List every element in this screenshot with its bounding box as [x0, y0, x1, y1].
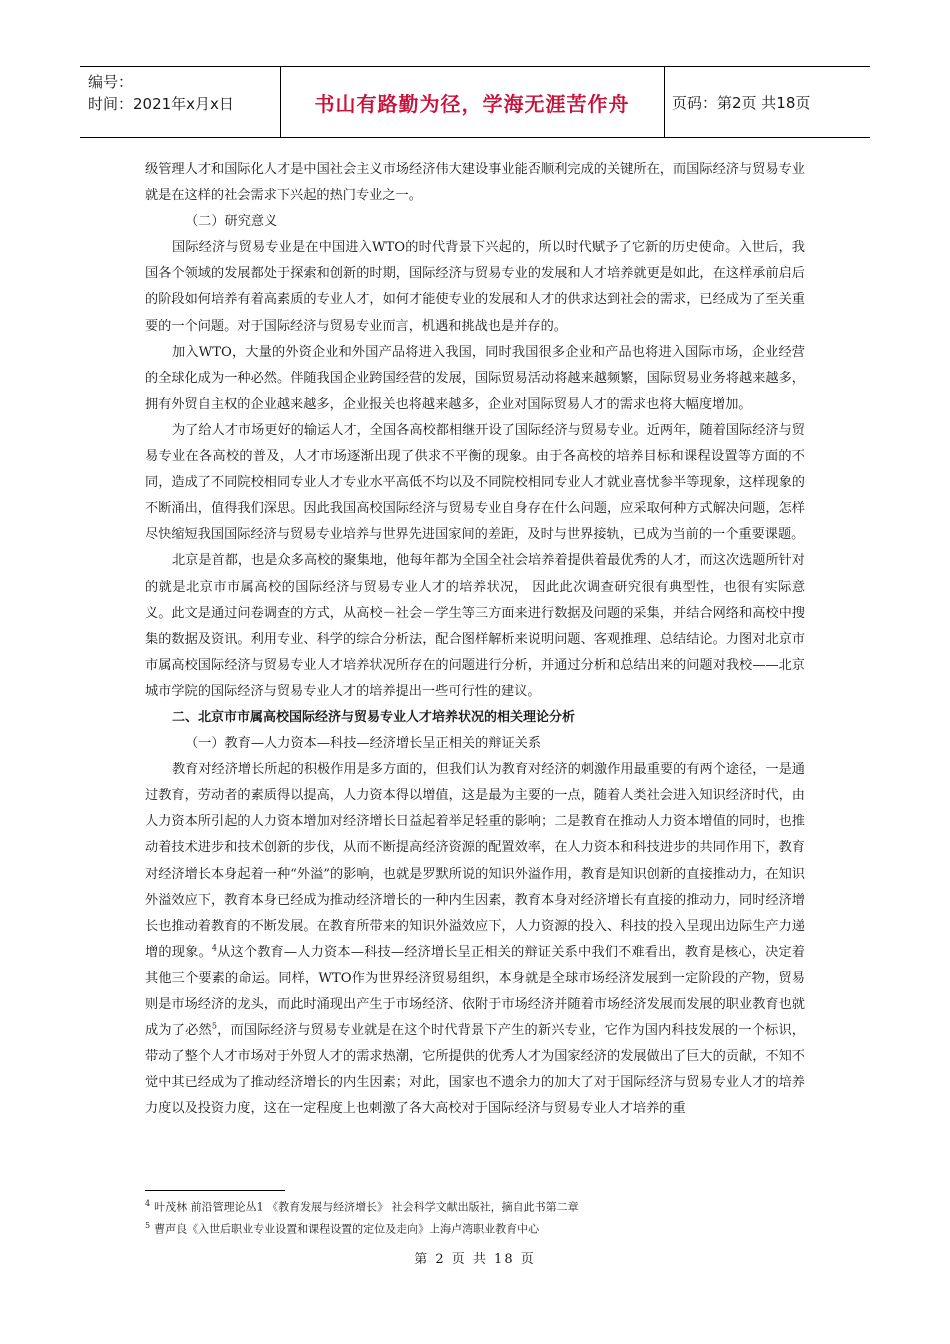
footnote-text: 叶茂林 前沿管理论丛1 《教育发展与经济增长》 社会科学文献出版社，摘自此书第二章	[154, 1200, 579, 1214]
paragraph-education-growth	[145, 757, 805, 1122]
footnote-separator	[145, 1190, 285, 1191]
header-page-label: 页码：第2页 共18页	[672, 93, 811, 112]
footnote-ref[interactable]: 5	[211, 1021, 217, 1031]
paragraph-wto-background: 国际经济与贸易专业是在中国进入WTO的时代背景下兴起的，所以时代赋予了它新的历史使命。入世后，我国各个领域的发展都处于探索和创新的时期，国际经济与贸易专业的发展和人才培养就更是如此，在这样承前启后的阶段如何培养有着高素质的专业人才，如何才能使专业的发展和人才的供求达到社会的需求，已经成为了至关重要的一个问题。对于国际经济与贸易专业而言，机遇和挑战也是并存的。	[145, 240, 805, 334]
footnote-text: 曹声良《入世后职业专业设置和课程设置的定位及走向》上海卢湾职业教育中心	[154, 1222, 540, 1236]
footnote-ref[interactable]: 4	[211, 943, 217, 953]
subheading-dialectic: （一）教育—人力资本—科技—经济增长呈正相关的辩证关系	[185, 736, 542, 752]
footnote-mark: 4	[145, 1199, 151, 1208]
paragraph-text-part: 从这个教育—人力资本—科技—经济增长呈正相关的辩证关系中我们不难看出，教育是核心，决定着其他三个要素的命运。同样，WTO作为世界经济贸易组织，本身就是全球市场经济发展到一定阶段的产物，贸易则是市场经济的龙头，而此时涌现出产生于市场经济、依附于市场经济并随着市场经济发展而发展的职业教育也就成为了必然	[145, 944, 805, 1039]
header-meta-cell	[80, 67, 281, 137]
footnotes	[145, 1195, 845, 1238]
footnote-item	[145, 1195, 845, 1217]
document-date-label: 时间：2021年x月x日	[88, 95, 234, 113]
footnote-item	[145, 1217, 845, 1239]
paragraph-continued: 级管理人才和国际化人才是中国社会主义市场经济伟大建设事业能否顺利完成的关键所在，而国际经济与贸易专业就是在这样的社会需求下兴起的热门专业之一。	[145, 162, 805, 204]
paragraph-talent-market: 为了给人才市场更好的输运人才，全国各高校都相继开设了国际经济与贸易专业。近两年，随着国际经济与贸易专业在各高校的普及，人才市场逐渐出现了供求不平衡的现象。由于各高校的培养目标和课程设置等方面的不同，造成了不同院校相同专业人才专业水平高低不均以及不同院校相同专业人才就业喜忧参半等现象，这样现象的不断涌出，值得我们深思。因此我国高校国际经济与贸易专业自身存在什么问题，应采取何种方式解决问题，怎样尽快缩短我国国际经济与贸易专业培养与世界先进国家间的差距，及时与世界接轨，已成为当前的一个重要课题。	[145, 422, 805, 543]
subheading-research-significance: （二）研究意义	[185, 214, 278, 230]
header-motto: 书山有路勤为径，学海无涯苦作舟	[314, 91, 630, 116]
header-motto-cell	[280, 67, 665, 137]
footnote-mark: 5	[145, 1220, 151, 1230]
paragraph-text-part: 教育对经济增长所起的积极作用是多方面的，但我们认为教育对经济的刺激作用最重要的有两个途径，一是通过教育，劳动者的素质得以提高，人力资本得以增值，这是最为主要的一点，随着人类社会进入知识经济时代，由人力资本所引起的人力资本增加对经济增长日益起着举足轻重的影响；二是教育在推动人力资本增值的同时，也推动着技术进步和技术创新的步伐，从而不断提高经济资源的配置效率，在人力资本和科技进步的共同作用下，教育对经济增长本身起着一种“外溢”的影响，也就是罗默所说的知识外溢作用，教育是知识创新的直接推动力，在知识外溢效应下，教育本身已经成为推动经济增长的一种内生因素，教育本身对经济增长有直接的推动力，同时经济增长也推动着教育的不断发展。在教育所带来的知识外溢效应下，人力资源的投入、科技的投入呈现出边际生产力递增的现象。	[145, 762, 805, 960]
page-footer: 第 2 页 共 18 页	[414, 1252, 536, 1267]
document-number-label: 编号：	[88, 73, 134, 91]
document-header	[80, 66, 870, 138]
paragraph-beijing: 北京是首都，也是众多高校的聚集地，他每年都为全国全社会培养着提供着最优秀的人才，而这次选题所针对的就是北京市市属高校的国际经济与贸易专业人才的培养状况， 因此此次调查研究很有典型性，也很有实际意义。此文是通过问卷调查的方式，从高校－社会－学生等三方面来进行数据及问题的采集，并结合网络和高校中搜集的数据及资讯。利用专业、科学的综合分析法，配合图样解析来说明问题、客观推理、总结结论。力图对北京市市属高校国际经济与贸易专业人才培养状况所存在的问题进行分析，并通过分析和总结出来的问题对我校——北京城市学院的国际经济与贸易专业人才的培养提出一些可行性的建议。	[145, 553, 805, 699]
paragraph-joining-wto: 加入WTO，大量的外资企业和外国产品将进入我国，同时我国很多企业和产品也将进入国际市场，企业经营的全球化成为一种必然。伴随我国企业跨国经营的发展，国际贸易活动将越来越频繁，国际贸易业务将越来越多，拥有外贸自主权的企业越来越多，企业报关也将越来越多，企业对国际贸易人才的需求也将大幅度增加。	[145, 344, 805, 412]
paragraph-text-part: ，而国际经济与贸易专业就是在这个时代背景下产生的新兴专业，它作为国内科技发展的一个标识，带动了整个人才市场对于外贸人才的需求热潮，它所提供的优秀人才为国家经济的发展做出了巨大的贡献，不知不觉中其已经成为了推动经济增长的内生因素；对此，国家也不遗余力的加大了对于国际经济与贸易专业人才的培养力度以及投资力度，这在一定程度上也刺激了各大高校对于国际经济与贸易专业人才培养的重	[145, 1023, 805, 1117]
header-page-cell	[664, 67, 870, 137]
section-heading-theory: 二、北京市市属高校国际经济与贸易专业人才培养状况的相关理论分析	[172, 709, 576, 725]
document-body	[145, 157, 805, 1122]
